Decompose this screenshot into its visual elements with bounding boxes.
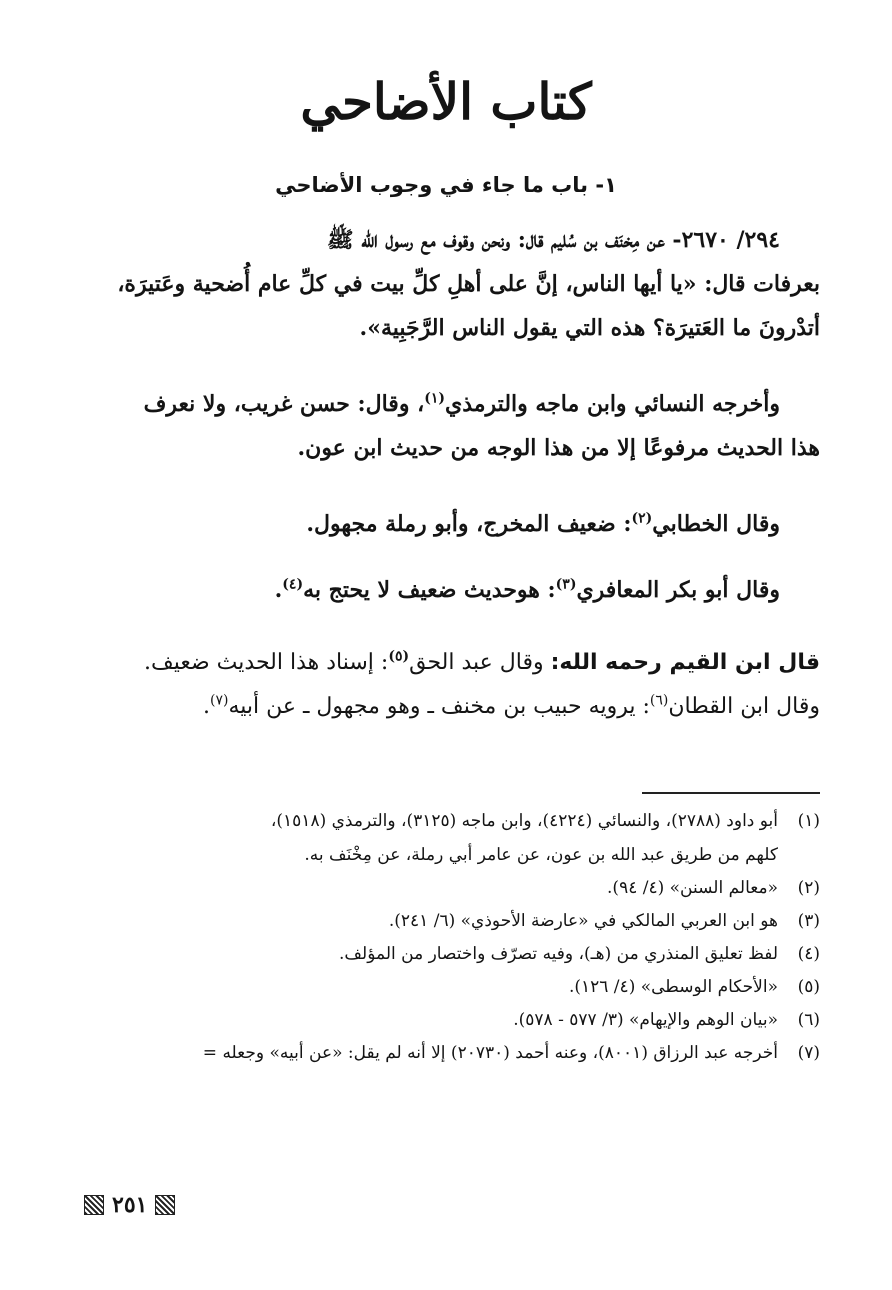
- muafiri-text-1: وقال أبو بكر المعافري: [576, 577, 780, 603]
- footnote-text: «معالم السنن» (٤/ ٩٤).: [607, 878, 778, 898]
- ibn-qayyim-label: قال ابن القيم رحمه الله:: [550, 650, 820, 675]
- muafiri-text-2: : هوحديث ضعيف لا يحتج به: [303, 577, 556, 603]
- footnote-ref-2[interactable]: (٢): [631, 510, 653, 527]
- footnote-3: [72, 910, 820, 932]
- muafiri-end: .: [274, 577, 283, 603]
- qayyim-line-1: [72, 640, 820, 685]
- footnote-text: لفظ تعليق المنذري من (هـ)، وفيه تصرّف واختصار من المؤلف.: [339, 944, 778, 964]
- footnote-ref-3[interactable]: (٣): [555, 576, 577, 593]
- footnote-6: [72, 1009, 820, 1031]
- footnote-1-line-1: أبو داود (٢٧٨٨)، والنسائي (٤٢٢٤)، وابن ماجه (٣١٢٥)، والترمذي (١٥١٨)،: [270, 811, 778, 831]
- takhrij-text-2: ، وقال: حسن غريب، ولا نعرف: [143, 391, 425, 417]
- khattabi-text-1: وقال الخطابي: [652, 511, 780, 537]
- hadith-line-3: أتدْرونَ ما العَتيرَة؟ هذه التي يقول الناس الرَّجَبِية».: [359, 315, 820, 341]
- footnote-5: [72, 976, 820, 998]
- takhrij-paragraph: [72, 382, 820, 470]
- footnote-number: (٢): [797, 878, 820, 898]
- hadith-line-2: بعرفات قال: «يا أيها الناس، إنَّ على أهلِ كلِّ بيت في كلِّ عام أُضحية وعَتيرَة،: [117, 271, 820, 297]
- footnote-4: [72, 943, 820, 965]
- page-number-block: [84, 1192, 175, 1218]
- footnote-number: (٧): [797, 1043, 820, 1063]
- muafiri-paragraph: [72, 568, 820, 612]
- footnote-text: «الأحكام الوسطى» (٤/ ١٢٦).: [568, 977, 778, 997]
- footnote-7: [72, 1042, 820, 1064]
- footnote-2: [72, 877, 820, 899]
- footnote-number: (٣): [797, 911, 820, 931]
- footnotes-section: [72, 810, 820, 1075]
- footnote-ref-7[interactable]: (٧): [210, 692, 229, 709]
- takhrij-line-2: هذا الحديث مرفوعًا إلا من هذا الوجه من حديث ابن عون.: [297, 435, 820, 461]
- hadith-paragraph: [72, 218, 820, 350]
- ornament-icon: [84, 1195, 104, 1215]
- footnote-ref-6[interactable]: (٦): [649, 692, 669, 709]
- qayyim-text-4: : يرويه حبيب بن مخنف ـ وهو مجهول ـ عن أبيه: [228, 694, 650, 719]
- khattabi-line: [72, 502, 820, 546]
- muafiri-line: [72, 568, 820, 612]
- khattabi-text-2: : ضعيف المخرج، وأبو رملة مجهول.: [306, 511, 632, 537]
- qayyim-line-2: [72, 685, 820, 729]
- footnote-text: [72, 810, 778, 866]
- qayyim-text-3: وقال ابن القطان: [668, 694, 820, 719]
- footnote-ref-4[interactable]: (٤): [282, 576, 304, 593]
- footnote-1-line-2: كلهم من طريق عبد الله بن عون، عن عامر أبي رملة، عن مِخْنَف به.: [304, 845, 778, 865]
- ornament-icon: [155, 1195, 175, 1215]
- qayyim-text-1: وقال عبد الحق: [409, 650, 551, 675]
- qayyim-text-2: : إسناد هذا الحديث ضعيف.: [143, 650, 389, 675]
- hadith-text-1: ٢٩٤/ ٢٦٧٠- عن مِخنَف بن سُليم قال: ونحن وقوف مع رسول الله ﷺ: [327, 227, 780, 253]
- qayyim-end: .: [203, 694, 210, 719]
- ibn-qayyim-paragraph: [72, 640, 820, 729]
- footnote-text: أخرجه عبد الرزاق (٨٠٠١)، وعنه أحمد (٢٠٧٣٠) إلا أنه لم يقل: «عن أبيه» وجعله =: [202, 1043, 778, 1063]
- footnote-text: «بيان الوهم والإيهام» (٣/ ٥٧٧ - ٥٧٨).: [513, 1010, 778, 1030]
- khattabi-paragraph: [72, 502, 820, 546]
- footnote-1: [72, 810, 820, 866]
- takhrij-text-1: وأخرجه النسائي وابن ماجه والترمذي: [444, 391, 780, 417]
- footnote-text: هو ابن العربي المالكي في «عارضة الأحوذي» (٦/ ٢٤١).: [388, 911, 778, 931]
- chapter-heading: ١- باب ما جاء في وجوب الأضاحي: [275, 173, 617, 197]
- page-number: ٢٥١: [112, 1192, 148, 1218]
- footnote-number: (٦): [797, 1010, 820, 1030]
- hadith-line-1: [72, 218, 820, 262]
- footnote-number: (٥): [797, 977, 820, 997]
- footnote-number: (١): [797, 811, 820, 831]
- takhrij-line-1: [72, 382, 820, 426]
- footnote-divider: [642, 792, 820, 794]
- footnote-number: (٤): [797, 944, 820, 964]
- footnote-ref-5[interactable]: (٥): [388, 648, 410, 665]
- footnote-ref-1[interactable]: (١): [424, 390, 445, 407]
- book-title: كتاب الأضاحي: [300, 72, 592, 131]
